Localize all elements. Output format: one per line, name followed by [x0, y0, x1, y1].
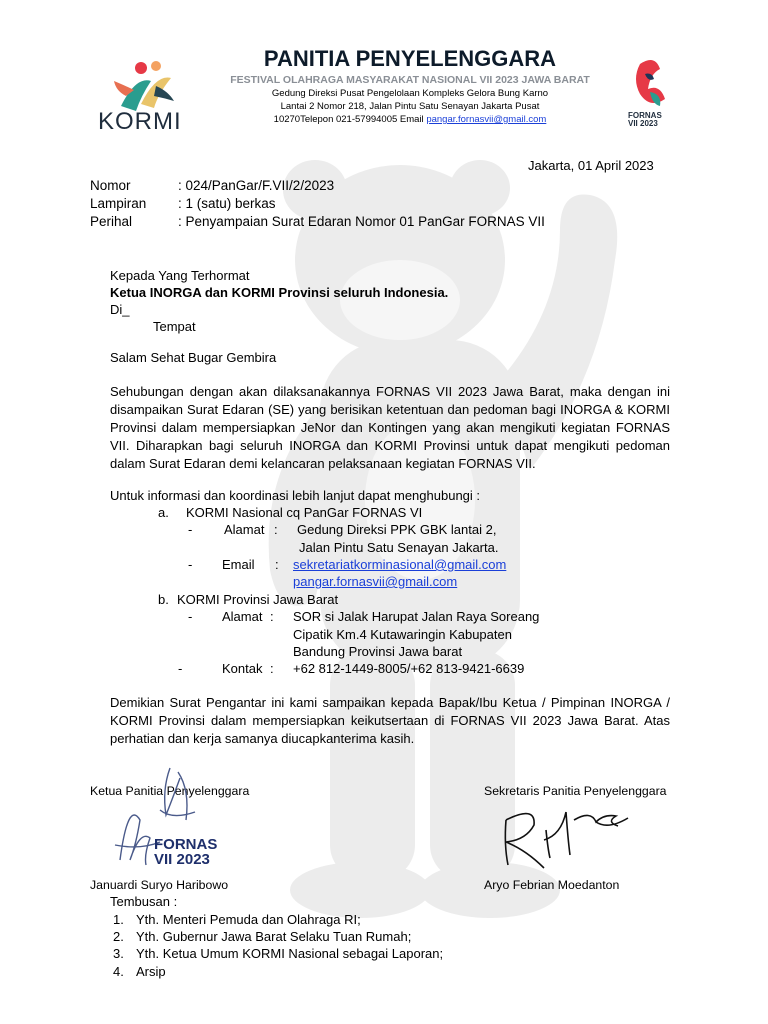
- contact-b-name: KORMI Provinsi Jawa Barat: [177, 592, 339, 607]
- meta-value-lampiran: : 1 (satu) berkas: [178, 196, 276, 211]
- contact-a-email2-link[interactable]: pangar.fornasvii@gmail.com: [293, 574, 458, 589]
- contact-b-alamat-colon: :: [270, 609, 274, 624]
- tembusan-num-2: 2.: [113, 929, 124, 944]
- contact-b-kontak-colon: :: [270, 661, 274, 676]
- tembusan-num-3: 3.: [113, 946, 124, 961]
- contact-a-alamat-label: Alamat: [224, 522, 265, 537]
- meta-value-nomor: : 024/PanGar/F.VII/2/2023: [178, 178, 335, 193]
- contact-b-alamat-line3: Bandung Provinsi Jawa barat: [293, 644, 463, 659]
- header-subtitle: FESTIVAL OLAHRAGA MASYARAKAT NASIONAL VII 2023 JAWA BARAT: [230, 74, 590, 86]
- left-signatory-title: Ketua Panitia Penyelenggara: [90, 784, 250, 798]
- header-address-line3: 10270Telepon 021-57994005 Email pangar.fornasvii@gmail.com: [273, 114, 547, 125]
- tembusan-item-4: Arsip: [136, 964, 166, 979]
- contact-b-dash2: -: [178, 661, 183, 676]
- meta-value-perihal: : Penyampaian Surat Edaran Nomor 01 PanGar FORNAS VII: [178, 214, 545, 229]
- tempat-label: Tempat: [153, 319, 196, 334]
- paragraph-main: Sehubungan dengan akan dilaksanakannya FORNAS VII 2023 Jawa Barat, maka dengan ini disampaikan Surat Edaran (SE) yang berisikan ketentuan dan pedoman bagi INORGA & KORMI Provinsi dalam mempersiapkan JeNor dan Kontingen yang akan mengikuti kegiatan FORNAS VII. Diharapkan bagi seluruh INORGA dan KORMI Provinsi untuk dapat mengikuti pedoman dalam Surat Edaran demi kelancaran pelaksanaan kegiatan FORNAS VII.: [110, 384, 670, 471]
- tembusan-item-2: Yth. Gubernur Jawa Barat Selaku Tuan Rumah;: [136, 929, 412, 944]
- header-title: PANITIA PENYELENGGARA: [263, 46, 557, 71]
- contact-a-email1-link[interactable]: sekretariatkorminasional@gmail.com: [293, 557, 507, 572]
- left-stamp-text: FORNAS VII 2023: [154, 836, 218, 868]
- contact-b-dash1: -: [188, 609, 193, 624]
- di-label: Di_: [110, 302, 130, 317]
- tembusan-item-1: Yth. Menteri Pemuda dan Olahraga RI;: [136, 912, 361, 927]
- right-signature: [496, 800, 636, 875]
- meta-label-nomor: Nomor: [90, 178, 131, 193]
- header-address-line1: Gedung Direksi Pusat Pengelolaan Kompleks Gelora Bung Karno: [271, 88, 549, 99]
- meta-label-lampiran: Lampiran: [90, 196, 147, 211]
- tembusan-heading: Tembusan :: [110, 894, 178, 909]
- salutation: Kepada Yang Terhormat: [110, 268, 250, 283]
- contact-b-marker: b.: [158, 592, 169, 607]
- fornas-logo-caption: FORNAS VII 2023: [628, 111, 662, 128]
- header-email-link[interactable]: pangar.fornasvii@gmail.com: [426, 114, 547, 125]
- contact-a-email-label: Email: [222, 557, 255, 572]
- recipient: Ketua INORGA dan KORMI Provinsi seluruh Indonesia.: [110, 285, 449, 300]
- contact-b-alamat-line2: Cipatik Km.4 Kutawaringin Kabupaten: [293, 627, 512, 642]
- greeting: Salam Sehat Bugar Gembira: [110, 350, 277, 365]
- meta-label-perihal: Perihal: [90, 214, 133, 229]
- contact-a-alamat-line2: Jalan Pintu Satu Senayan Jakarta.: [299, 540, 499, 555]
- contact-b-kontak-value: +62 812-1449-8005/+62 813-9421-6639: [293, 661, 525, 676]
- contact-b-alamat-label: Alamat: [222, 609, 263, 624]
- letter-date: Jakarta, 01 April 2023: [528, 158, 654, 173]
- info-intro: Untuk informasi dan koordinasi lebih lanjut dapat menghubungi :: [110, 488, 481, 503]
- contact-a-dash1: -: [188, 522, 193, 537]
- tembusan-num-4: 4.: [113, 964, 124, 979]
- closing-paragraph: Demikian Surat Pengantar ini kami sampaikan kepada Bapak/Ibu Ketua / Pimpinan INORGA / KORMI Provinsi dalam mempersiapkan keikutsertaan di FORNAS VII 2023 Jawa Barat. Atas perhatian dan kerja samanya diucapkanterima kasih.: [110, 695, 670, 746]
- contact-b-kontak-label: Kontak: [222, 661, 263, 676]
- contact-a-dash2: -: [188, 557, 193, 572]
- contact-a-marker: a.: [158, 505, 169, 520]
- kormi-logo-text: KORMI: [98, 108, 182, 135]
- tembusan-item-3: Yth. Ketua Umum KORMI Nasional sebagai Laporan;: [136, 946, 444, 961]
- right-signatory-title: Sekretaris Panitia Penyelenggara: [484, 784, 667, 798]
- header-address-line2: Lantai 2 Nomor 218, Jalan Pintu Satu Senayan Jakarta Pusat: [280, 101, 540, 112]
- left-signatory-name: Januardi Suryo Haribowo: [90, 878, 229, 892]
- tembusan-num-1: 1.: [113, 912, 124, 927]
- contact-a-alamat-line1: Gedung Direksi PPK GBK lantai 2,: [297, 522, 497, 537]
- contact-a-email-colon: :: [275, 557, 279, 572]
- contact-a-alamat-colon: :: [274, 522, 278, 537]
- contact-b-alamat-line1: SOR si Jalak Harupat Jalan Raya Soreang: [293, 609, 540, 624]
- right-signatory-name: Aryo Febrian Moedanton: [484, 878, 620, 892]
- contact-a-name: KORMI Nasional cq PanGar FORNAS VI: [186, 505, 423, 520]
